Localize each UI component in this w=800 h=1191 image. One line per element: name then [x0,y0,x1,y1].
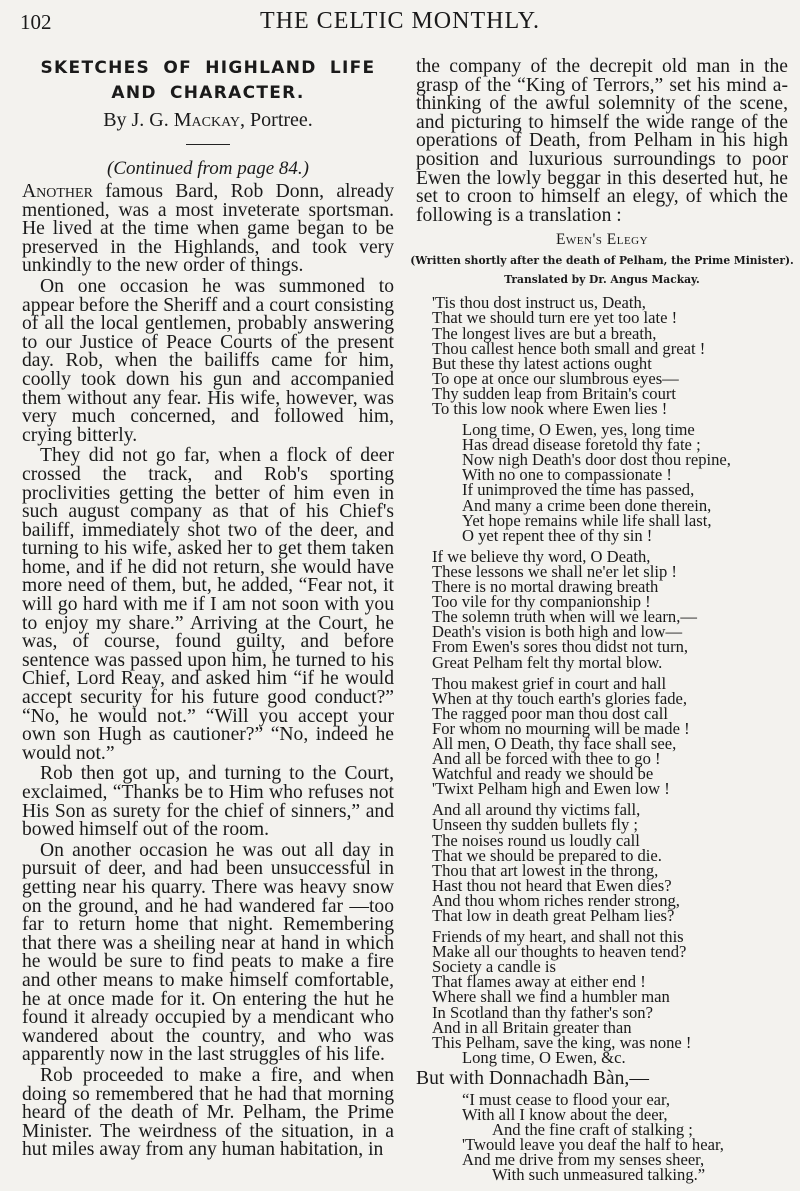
verse-line: From Ewen's sores thou didst not turn, [432,637,689,657]
poem-subtitle: (Written shortly after the death of Pelham, the Prime Minister). [410,254,794,268]
left-column [22,56,394,1162]
verse-line: And in all Britain greater than [432,1017,632,1037]
verse-line: Thy sudden leap from Britain's court [432,383,677,403]
byline-suffix: , Portree. [240,109,313,131]
paragraph-1 [22,183,394,276]
title-rule [186,144,230,145]
verse-line: Society a candle is [432,957,556,977]
verse-line: That we should turn ere yet too late ! [432,308,678,328]
continued-note: (Continued from page 84.) [107,158,309,179]
verse-line: If unimproved the time has passed, [462,480,695,500]
verse-line: Make all our thoughts to heaven tend? [432,942,687,962]
lead-word: Another [22,181,93,202]
verse-line: Thou callest hence both small and great ! [432,338,706,358]
paragraph-2: On one occasion he was summoned to appear before the Sheriff and a court consisting of all the local gentlemen, probably answering to our Justice of Peace Courts of the present day. Rob, when the bailiffs came for him, coolly took down his gun and accompanied them without any fear. His wife, however, was very much concerned, and followed him, crying bitterly. [22,275,394,446]
verse-line: These lessons we shall ne'er let slip ! [432,561,677,581]
stanza-6 [432,929,788,1050]
journal-title: THE CELTIC MONTHLY. [260,8,540,34]
verse-line: With no one to compassionate ! [462,465,672,485]
verse-line: The ragged poor man thou dost call [432,703,668,723]
verse-line: All men, O Death, thy face shall see, [432,733,677,753]
stanza-2 [462,422,788,543]
closing-verse [462,1089,788,1184]
verse-line: O yet repent thee of thy sin ! [462,525,653,545]
verse-line: The longest lives are but a breath, [432,323,657,343]
verse-line: In Scotland than thy father's son? [432,1002,653,1022]
verse-line: For whom no mourning will be made ! [432,718,690,738]
verse-line: 'Tis thou dost instruct us, Death, [432,293,646,313]
stanza-1 [432,295,788,416]
verse-line: “I must cease to flood your ear, [462,1089,671,1109]
article-title-line-1: SKETCHES OF HIGHLAND LIFE [40,58,376,78]
article-title-line-2: AND CHARACTER. [111,83,305,103]
closing-lead-in: But with Donnachadh Bàn,— [416,1067,649,1089]
verse-line: Has dread disease foretold thy fate ; [462,435,701,455]
verse-line: That low in death great Pelham lies? [432,906,675,925]
stanza-5 [432,802,788,923]
verse-line: Yet hope remains while life shall last, [462,510,712,530]
verse-line: And many a crime been done therein, [462,495,712,515]
stanza-4 [432,673,788,799]
verse-line: The noises round us loudly call [432,830,640,850]
verse-line: Long time, O Ewen, yes, long time [462,420,695,440]
byline-prefix: By J. G. [103,109,174,131]
poem-translator: Translated by Dr. Angus Mackay. [504,273,700,287]
verse-line: Hast thou not heard that Ewen dies? [432,875,672,895]
verse-line: If we believe thy word, O Death, [432,546,651,566]
poem-refrain: Long time, O Ewen, &c. [462,1047,626,1067]
verse-line: Great Pelham felt thy mortal blow. [432,652,663,672]
paragraph-3: They did not go far, when a flock of deer crossed the track, and Rob's sporting proclivities getting the better of him even in such august company as that of his Chief's bailiff, immediately shot two of the deer, and turning to his wife, asked her to get them taken home, and if he did not return, she would have more need of them, but, he added, “Fear not, it will go hard with me if I am not soon with you to enjoy my share.” Arriving at the Court, he was, of course, found guilty, and before sentence was passed upon him, he turned to his Chief, Lord Reay, and asked him “if he would accept security for his future good conduct?” “No, he would not.” “Will you accept your own son Hugh as cautioner?” “No, indeed he would not.” [22,445,394,764]
verse-line: Unseen thy sudden bullets fly ; [432,815,639,835]
verse-line: 'Twixt Pelham high and Ewen low ! [432,779,670,799]
verse-line: The solemn truth when will we learn,— [432,607,697,627]
verse-line: Where shall we find a humbler man [432,987,670,1007]
paragraph-4: Rob then got up, and turning to the Court, exclaimed, “Thanks be to Him who refuses not His Son as surety for the chief of sinners,” and bowed himself out of the room. [22,763,394,841]
verse-line: Friends of my heart, and shall not this [432,927,684,947]
running-head [20,8,780,34]
verse-line: With such unmeasured talking.” [492,1164,706,1184]
verse-line: Thou makest grief in court and hall [432,673,667,693]
verse-line: Too vile for thy companionship ! [432,592,651,612]
verse-line: And the fine craft of stalking ; [492,1119,693,1139]
verse-line: And all around thy victims fall, [432,800,641,820]
poem-title: Ewen's Elegy [555,231,649,249]
verse-line: Thou that art lowest in the throng, [432,860,659,880]
verse-line: To this low nook where Ewen lies ! [432,399,668,418]
paragraph-5: On another occasion he was out all day in pursuit of deer, and had been unsuccessful in getting near his quarry. There was heavy snow on the ground, and he had wandered far —too far to return home that night. Remembering that there was a sheiling near at hand in which he would be sure to find peats to make a fire and other means to make himself comfortable, he at once made for it. On entering the hut he found it already occupied by a mendicant who wandered about the country, and who was apparently now in the last struggles of his life. [22,839,394,1066]
verse-line: There is no mortal drawing breath [432,577,659,597]
paragraph-continuation: the company of the decrepit old man in the grasp of the “King of Terrors,” set his mind a-thinking of the awful solemnity of the scene, and picturing to himself the wide range of the operations of Death, from Pelham in his high position and luxurious surroundings to poor Ewen the lowly beggar in this deserted hut, he set to croon to himself an elegy, of which the following is a translation : [416,56,788,226]
paragraph-text: famous Bard, Rob Donn, already mentioned, was a most inveterate sportsman. He lived at the time when game began to be preserved in the Highlands, and took very unkindly to the new order of things. [22,181,394,277]
verse-line: Watchful and ready we should be [432,764,654,784]
verse-line: To ope at once our slumbrous eyes— [432,368,679,388]
stanza-3 [432,546,788,672]
byline [22,108,394,132]
verse-line: When at thy touch earth's glories fade, [432,688,688,708]
author-name: Mackay [173,109,241,131]
verse-line: Now nigh Death's door dost thou repine, [462,450,731,470]
verse-line: And thou whom riches render strong, [432,890,680,910]
verse-line: And all be forced with thee to go ! [432,749,661,769]
right-column [410,56,794,1184]
verse-line: That flames away at either end ! [432,972,646,992]
article-title [22,56,394,106]
verse-line: 'Twould leave you deaf the half to hear, [462,1134,724,1154]
page-number: 102 [20,10,52,34]
verse-line: With all I know about the deer, [462,1104,668,1124]
verse-line: That we should be prepared to die. [432,845,662,865]
verse-line: Death's vision is both high and low— [432,622,683,642]
paragraph-6: Rob proceeded to make a fire, and when doing so remembered that he had that morning heard of the death of Mr. Pelham, the Prime Minister. The weirdness of the situation, in a hut miles away from any human habitation, in [22,1064,394,1161]
verse-line: This Pelham, save the king, was none ! [432,1032,692,1052]
verse-line: And me drive from my senses sheer, [462,1149,705,1169]
verse-line: But these thy latest actions ought [432,353,652,373]
